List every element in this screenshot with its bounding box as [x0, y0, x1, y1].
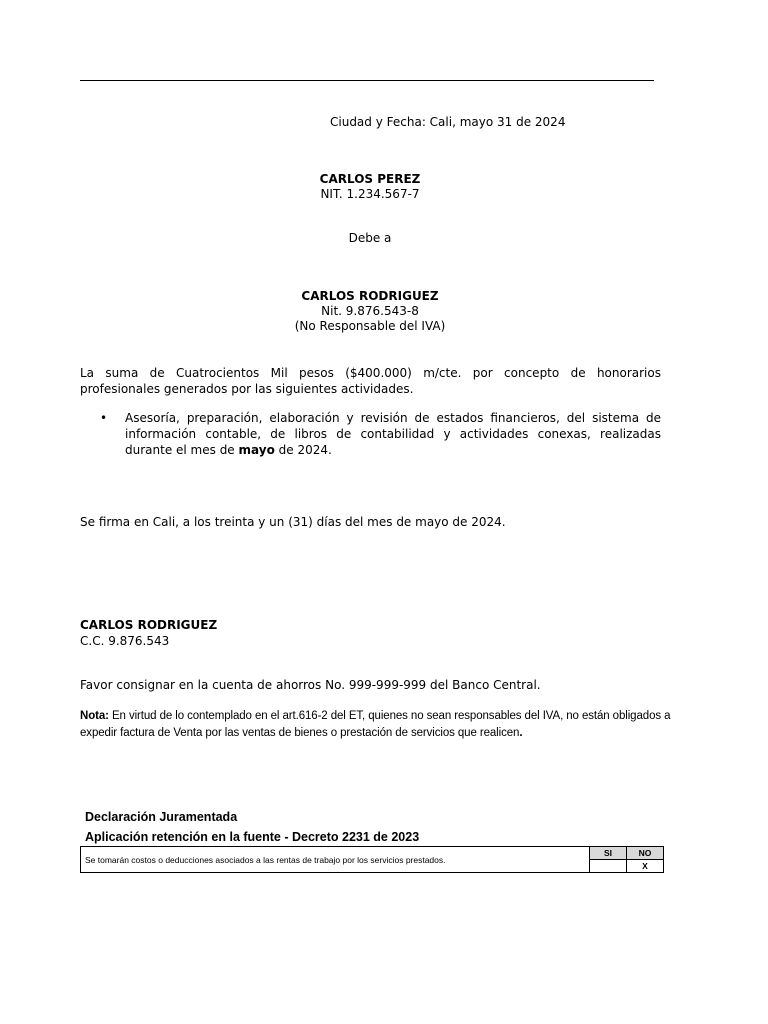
nota-text: En virtud de lo contemplado en el art.616-2 del ET, quienes no sean responsables del IVA, no están obligados a expedir factura de Venta por las ventas de bienes o prestación de servicios que realicen — [80, 710, 671, 739]
signed-paragraph: Se firma en Cali, a los treinta y un (31) días del mes de mayo de 2024. — [80, 515, 506, 529]
table-row — [81, 847, 664, 860]
bullet-text — [125, 410, 661, 458]
nota-end: . — [519, 727, 523, 739]
declaration-subtitle: Aplicación retención en la fuente - Decreto 2231 de 2023 — [85, 830, 420, 844]
answer-no-cell: X — [627, 860, 664, 873]
col-si-header: SI — [590, 847, 627, 860]
creditor-block — [270, 289, 470, 334]
debe-a: Debe a — [348, 231, 392, 245]
declaration-table — [80, 846, 664, 873]
city-date: Ciudad y Fecha: Cali, mayo 31 de 2024 — [330, 115, 566, 129]
debtor-name: CARLOS PEREZ — [319, 172, 421, 186]
legal-note — [80, 708, 680, 742]
debtor-nit: NIT. 1.234.567-7 — [320, 187, 420, 201]
creditor-regime: (No Responsable del IVA) — [294, 319, 446, 333]
bullet-text-end: de 2024. — [274, 443, 332, 457]
declaration-title: Declaración Juramentada — [85, 810, 238, 824]
bullet-text-month: mayo — [238, 443, 275, 457]
creditor-nit: Nit. 9.876.543-8 — [321, 304, 419, 318]
debtor-block — [270, 172, 470, 202]
signature-name: CARLOS RODRIGUEZ — [80, 618, 218, 632]
sum-paragraph: La suma de Cuatrocientos Mil pesos ($400.000) m/cte. por concepto de honorarios profesionales generados por las siguientes actividades. — [80, 366, 661, 396]
answer-si-cell — [590, 860, 627, 873]
account-note: Favor consignar en la cuenta de ahorros No. 999-999-999 del Banco Central. — [80, 678, 541, 692]
signature-id: C.C. 9.876.543 — [80, 634, 170, 648]
signature-block — [80, 617, 217, 649]
col-no-header: NO — [627, 847, 664, 860]
activity-bullet — [100, 410, 661, 458]
bullet-text-start: Asesoría, preparación, elaboración y revisión de estados financieros, del sistema de información contable, de libros de contabilidad y actividades conexas, realizadas durante el mes de — [125, 411, 661, 457]
nota-label: Nota: — [80, 710, 109, 722]
creditor-name: CARLOS RODRIGUEZ — [301, 289, 439, 303]
declaration-question: Se tomarán costos o deducciones asociados a las rentas de trabajo por los servicios prestados. — [81, 847, 590, 873]
bullet-icon: • — [100, 411, 108, 425]
top-rule — [80, 80, 654, 81]
